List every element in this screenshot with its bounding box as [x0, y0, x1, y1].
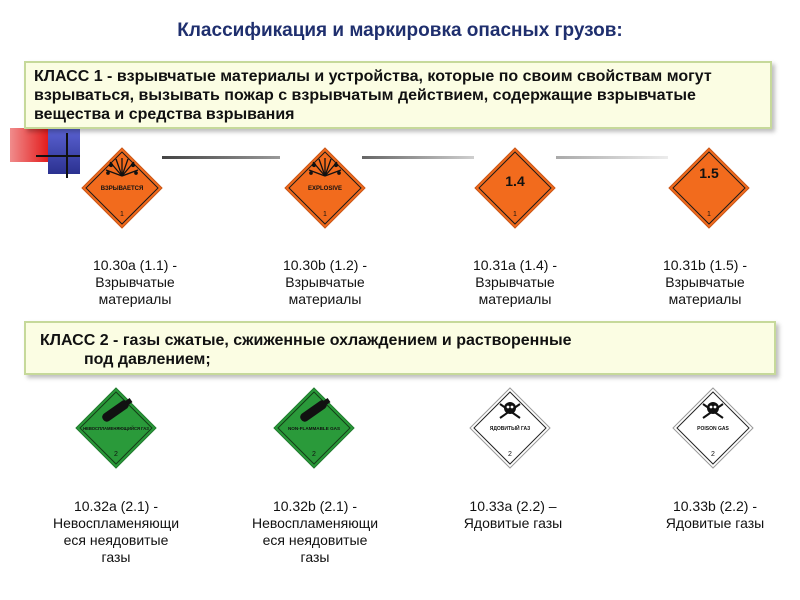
- caption-line: Взрывчатые: [285, 274, 365, 290]
- hazard-sign-2-2a: [468, 386, 552, 470]
- caption-code: 10.32a (2.1) -: [73, 498, 159, 514]
- caption-10-31b: [620, 257, 790, 308]
- sign-number: 1: [513, 211, 517, 218]
- hazard-sign-1-5: [667, 146, 751, 230]
- caption-line: материалы: [668, 291, 742, 307]
- decorative-blue-block: [48, 128, 80, 174]
- class-1-text: КЛАСС 1 - взрывчатые материалы и устройства, которые по своим свойствам могут взрываться, вызывать пожар с взрывчатым действием, содержащие взрывчатые вещества и средства взрывания: [34, 68, 712, 123]
- page-title: Классификация и маркировка опасных грузов:: [177, 20, 623, 41]
- caption-10-30b: [240, 257, 410, 308]
- sign-label: 1.5: [699, 165, 719, 181]
- hazard-sign-1-2: [283, 146, 367, 230]
- sign-label: НЕВОСПЛАМЕНЯЮЩИЙСЯ ГАЗ: [83, 426, 149, 431]
- sign-label: POISON GAS: [697, 426, 729, 432]
- caption-line: Взрывчатые: [95, 274, 175, 290]
- caption-10-31a: [430, 257, 600, 308]
- caption-line: Ядовитые газы: [463, 515, 563, 531]
- sign-label: 1.4: [505, 173, 525, 189]
- caption-line: газы: [101, 549, 131, 565]
- caption-code: 10.31a (1.4) -: [472, 257, 558, 273]
- separator-line: [162, 156, 280, 159]
- caption-line: Взрывчатые: [665, 274, 745, 290]
- hazard-sign-2-1a: [74, 386, 158, 470]
- caption-code: 10.31b (1.5) -: [662, 257, 748, 273]
- sign-label: ВЗРЫВАЕТСЯ: [100, 186, 144, 192]
- hazard-sign-1-1: [80, 146, 164, 230]
- sign-number: 2: [508, 451, 512, 458]
- class-2-description: [24, 321, 776, 375]
- caption-line: Ядовитые газы: [665, 515, 765, 531]
- caption-line: Взрывчатые: [475, 274, 555, 290]
- sign-label: NON-FLAMMABLE GAS: [287, 426, 341, 431]
- caption-10-33b: [630, 498, 800, 532]
- sign-number: 2: [312, 451, 316, 458]
- caption-line: Невоспламеняющи: [251, 515, 379, 531]
- caption-code: 10.33b (2.2) -: [672, 498, 758, 514]
- hazard-sign-2-1b: [272, 386, 356, 470]
- sign-number: 2: [711, 451, 715, 458]
- class-2-line-1: КЛАСС 2 - газы сжатые, сжиженные охлаждением и растворенные: [40, 332, 572, 349]
- caption-line: Невоспламеняющи: [52, 515, 180, 531]
- caption-line: материалы: [288, 291, 362, 307]
- sign-number: 1: [323, 211, 327, 218]
- class-1-description: [24, 61, 772, 129]
- separator-line: [362, 156, 474, 159]
- hazard-sign-2-2b: [671, 386, 755, 470]
- sign-label: ЯДОВИТЫЙ ГАЗ: [489, 426, 531, 432]
- caption-line: еся неядовитые: [63, 532, 169, 548]
- caption-line: материалы: [98, 291, 172, 307]
- sign-label: EXPLOSIVE: [307, 186, 343, 192]
- hazard-sign-1-4: [473, 146, 557, 230]
- caption-10-30a: [50, 257, 220, 308]
- sign-number: 1: [707, 211, 711, 218]
- decorative-horizontal-line: [36, 155, 80, 157]
- separator-line: [556, 156, 668, 159]
- caption-code: 10.33a (2.2) –: [469, 498, 557, 514]
- class-2-line-2: под давлением;: [84, 351, 211, 368]
- caption-10-32b: [230, 498, 400, 566]
- caption-line: еся неядовитые: [262, 532, 368, 548]
- sign-number: 2: [114, 451, 118, 458]
- caption-code: 10.30b (1.2) -: [282, 257, 368, 273]
- decorative-vertical-line: [66, 133, 68, 178]
- caption-10-33a: [428, 498, 598, 532]
- caption-line: материалы: [478, 291, 552, 307]
- caption-10-32a: [31, 498, 201, 566]
- caption-line: газы: [300, 549, 330, 565]
- caption-code: 10.30a (1.1) -: [92, 257, 178, 273]
- caption-code: 10.32b (2.1) -: [272, 498, 358, 514]
- sign-number: 1: [120, 211, 124, 218]
